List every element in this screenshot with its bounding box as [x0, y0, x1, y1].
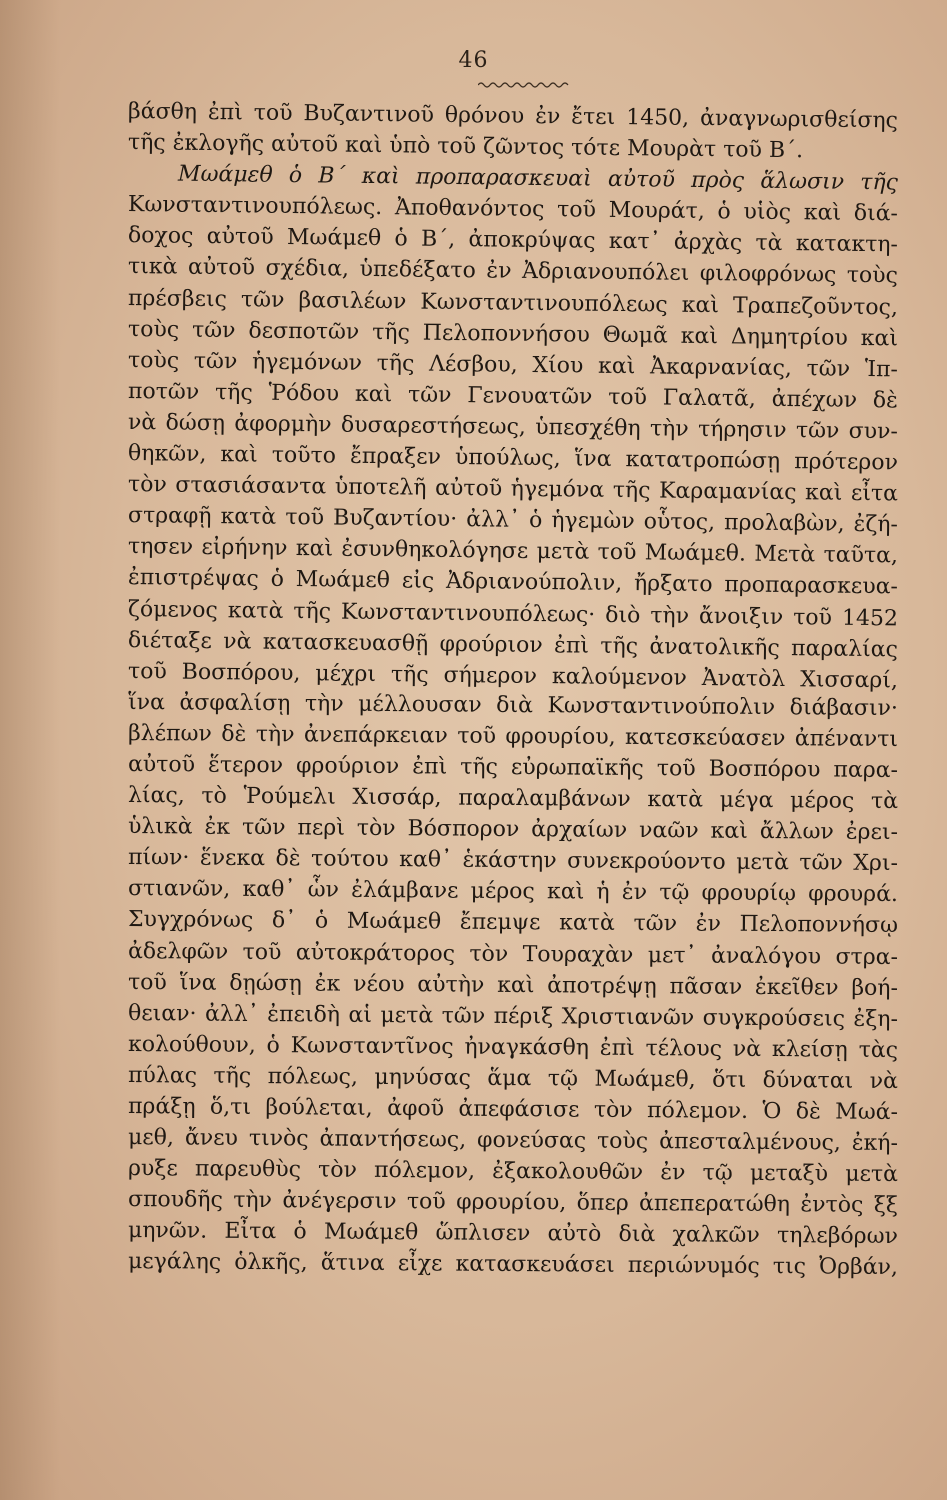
- text-line: θειαν· ἀλλ᾽ ἐπειδὴ αἱ μετὰ τῶν πέριξ Χριστιανῶν συγκρούσεις ἐξη-: [127, 1000, 899, 1032]
- text-line: λίας, τὸ Ῥούμελι Χισσάρ, παραλαμβάνων κατὰ μέγα μέρος τὰ: [127, 783, 899, 815]
- text-line: μηνῶν. Εἶτα ὁ Μωάμεθ ὥπλισεν αὐτὸ διὰ χαλκῶν τηλεβόρων: [127, 1218, 899, 1250]
- text-line: ποτῶν τῆς Ῥόδου καὶ τῶν Γενουατῶν τοῦ Γαλατᾶ, ἀπέχων δὲ: [127, 378, 899, 414]
- text-line: βλέπων δὲ τὴν ἀνεπάρκειαν τοῦ φρουρίου, κατεσκεύασεν ἀπέναντι: [127, 720, 899, 752]
- text-line: ρυξε παρευθὺς τὸν πόλεμον, ἐξακολουθῶν ἐν τῷ μεταξὺ μετὰ: [127, 1156, 899, 1188]
- text-line: ὑλικὰ ἐκ τῶν περὶ τὸν Βόσπορον ἀρχαίων ναῶν καὶ ἄλλων ἐρει-: [127, 814, 899, 846]
- text-line: πρέσβεις τῶν βασιλέων Κωνσταντινουπόλεως καὶ Τραπεζοῦντος,: [127, 285, 899, 320]
- text-line: τικὰ αὐτοῦ σχέδια, ὑπεδέξατο ἐν Ἀδριανουπόλει φιλοφρόνως τοὺς: [127, 254, 899, 289]
- text-line: ἀδελφῶν τοῦ αὐτοκράτορος τὸν Τουραχὰν μετ᾽ ἀναλόγου στρα-: [127, 938, 899, 970]
- section-heading-line: Μωάμεθ ὁ Β΄ καὶ προπαρασκευαὶ αὐτοῦ πρὸς ἅλωσιν τῆς: [177, 161, 899, 196]
- text-line: ἵνα ἀσφαλίσῃ τὴν μέλλουσαν διὰ Κωνσταντινούπολιν διάβασιν·: [127, 689, 899, 721]
- text-line: μεθ, ἄνευ τινὸς ἀπαντήσεως, φονεύσας τοὺς ἀπεσταλμένους, ἐκή-: [127, 1125, 899, 1157]
- text-line: στραφῇ κατὰ τοῦ Βυζαντίου· ἀλλ᾽ ὁ ἡγεμὼν οὗτος, προλαβὼν, ἐζή-: [127, 503, 899, 538]
- text-line: ἐπιστρέψας ὁ Μωάμεθ εἰς Ἀδριανούπολιν, ἤρξατο προπαρασκευα-: [127, 565, 899, 600]
- text-line: διέταξε νὰ κατασκευασθῇ φρούριον ἐπὶ τῆς ἀνατολικῆς παραλίας: [127, 627, 899, 662]
- text-line: τοὺς τῶν ἡγεμόνων τῆς Λέσβου, Χίου καὶ Ἀκαρνανίας, τῶν Ἱπ-: [127, 347, 899, 383]
- text-line: πράξῃ ὅ,τι βούλεται, ἀφοῦ ἀπεφάσισε τὸν πόλεμον. Ὁ δὲ Μωά-: [127, 1094, 899, 1126]
- text-line: νὰ δώσῃ ἀφορμὴν δυσαρεστήσεως, ὑπεσχέθη τὴν τήρησιν τῶν συν-: [127, 409, 899, 445]
- page-number: 46: [458, 48, 489, 73]
- page-gutter-shadow: [0, 0, 60, 1500]
- text-line: ζόμενος κατὰ τῆς Κωνσταντινουπόλεως· διὸ τὴν ἄνοιξιν τοῦ 1452: [127, 596, 899, 631]
- text-line: τοῦ Βοσπόρου, μέχρι τῆς σήμερον καλούμενον Ἀνατὸλ Χισσαρί,: [127, 658, 899, 694]
- text-line: κολούθουν, ὁ Κωνσταντῖνος ἠναγκάσθη ἐπὶ τέλους νὰ κλείσῃ τὰς: [127, 1031, 899, 1063]
- wavy-ornament: [478, 80, 570, 90]
- text-line: Συγχρόνως δ᾽ ὁ Μωάμεθ ἔπεμψε κατὰ τῶν ἐν Πελοποννήσῳ: [127, 907, 899, 939]
- text-line: σπουδῆς τὴν ἀνέγερσιν τοῦ φρουρίου, ὅπερ ἀπεπερατώθη ἐντὸς ξξ: [127, 1187, 899, 1219]
- text-line: μεγάλης ὁλκῆς, ἅτινα εἶχε κατασκευάσει περιώνυμός τις Ὀρβάν,: [127, 1249, 899, 1281]
- text-line: τῆς ἐκλογῆς αὐτοῦ καὶ ὑπὸ τοῦ ζῶντος τότε Μουρὰτ τοῦ Β΄.: [127, 130, 804, 164]
- text-line: στιανῶν, καθ᾽ ὧν ἐλάμβανε μέρος καὶ ἡ ἐν τῷ φρουρίῳ φρουρά.: [127, 876, 899, 908]
- body-text: [127, 96, 899, 1281]
- text-line: τοὺς τῶν δεσποτῶν τῆς Πελοποννήσου Θωμᾶ καὶ Δημητρίου καὶ: [127, 316, 899, 352]
- text-line: θηκῶν, καὶ τοῦτο ἔπραξεν ὑπούλως, ἵνα κατατροπώσῃ πρότερον: [127, 441, 899, 476]
- text-line: δοχος αὐτοῦ Μωάμεθ ὁ Β΄, ἀποκρύψας κατ᾽ ἀρχὰς τὰ κατακτη-: [127, 223, 899, 258]
- text-line: πίων· ἕνεκα δὲ τούτου καθ᾽ ἑκάστην συνεκρούοντο μετὰ τῶν Χρι-: [127, 845, 899, 877]
- text-line: τησεν εἰρήνην καὶ ἐσυνθηκολόγησε μετὰ τοῦ Μωάμεθ. Μετὰ ταῦτα,: [127, 534, 899, 569]
- text-line: Κωνσταντινουπόλεως. Ἀποθανόντος τοῦ Μουράτ, ὁ υἱὸς καὶ διά-: [127, 192, 899, 227]
- text-line: τοῦ ἵνα δῃώσῃ ἐκ νέου αὐτὴν καὶ ἀποτρέψῃ πᾶσαν ἐκεῖθεν βοή-: [127, 969, 899, 1001]
- text-line: πύλας τῆς πόλεως, μηνύσας ἅμα τῷ Μωάμεθ, ὅτι δύναται νὰ: [127, 1062, 899, 1094]
- text-line: τὸν στασιάσαντα ὑποτελῆ αὐτοῦ ἡγεμόνα τῆς Καραμανίας καὶ εἶτα: [127, 472, 899, 507]
- text-line: βάσθη ἐπὶ τοῦ Βυζαντινοῦ θρόνου ἐν ἔτει 1450, ἀναγνωρισθείσης: [127, 99, 899, 134]
- text-line: αὐτοῦ ἕτερον φρούριον ἐπὶ τῆς εὐρωπαϊκῆς τοῦ Βοσπόρου παρα-: [127, 751, 899, 784]
